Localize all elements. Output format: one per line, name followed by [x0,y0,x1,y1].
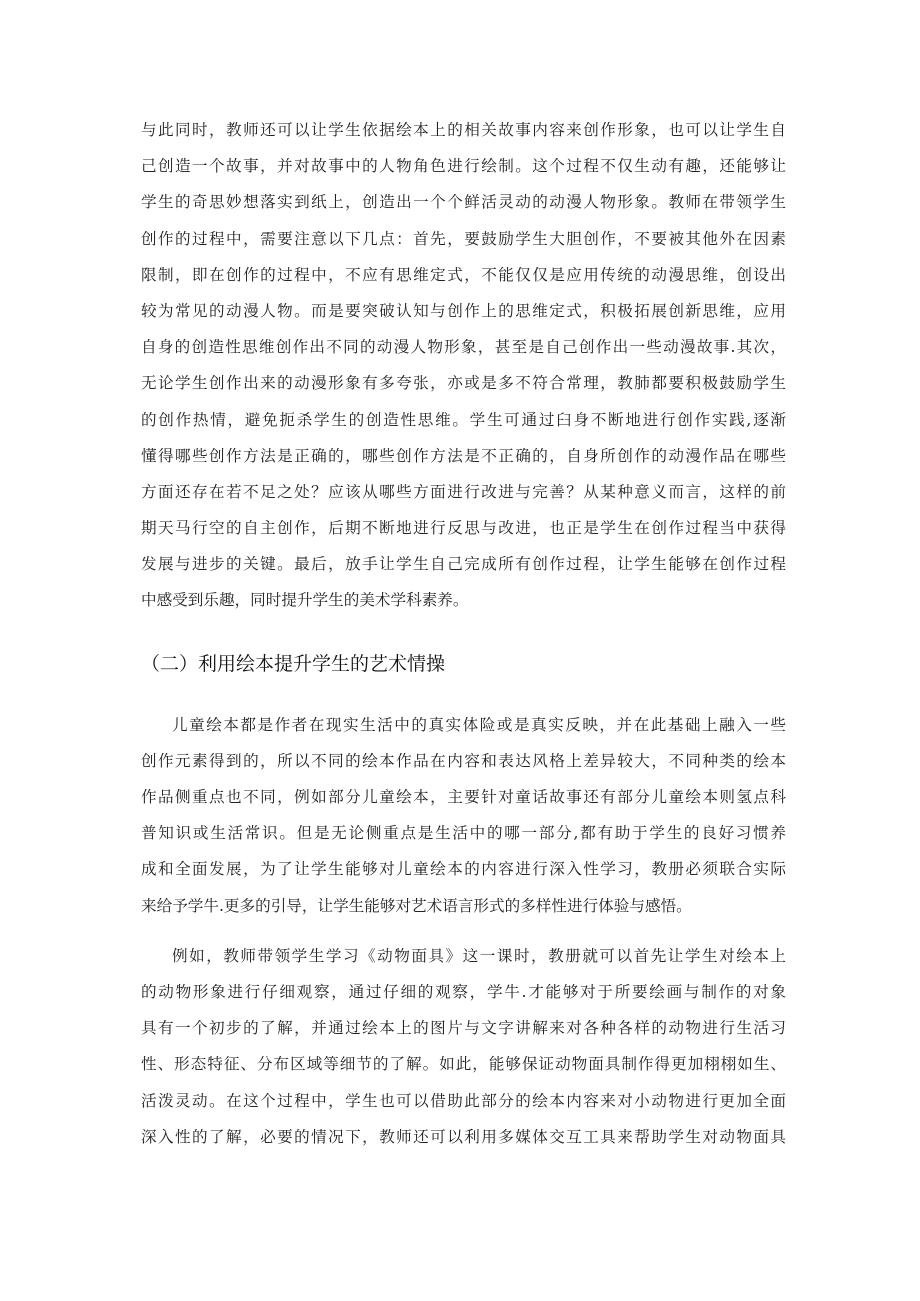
document-body [141,112,786,1155]
section-heading: （二）利用绘本提升学生的艺术情操 [141,652,446,675]
paragraph-line: 来给予学牛.更多的引导，让学生能够对艺术语言形式的多样性进行体验与感悟。 [141,896,692,915]
paragraph-1 [141,112,786,619]
paragraph-line: 期天马行空的自主创作，后期不断地进行反思与改进，也正是学生在创作过程当中获得 [141,519,786,538]
paragraph-line: 方面还存在若不足之处？应该从哪些方面进行改进与完善？从某种意义而言，这样的前 [141,482,786,501]
paragraph-line: 较为常见的动漫人物。而是要突破认知与创作上的思维定式，积极拓展创新思维，应用 [141,301,786,320]
paragraph-line: 儿童绘本都是作者在现实生活中的真实体险或是真实反映，并在此基础上融入一些 [172,715,786,734]
paragraph-spacer [141,924,786,938]
paragraph-line: 己创造一个故事，并对故事中的人物角色进行绘制。这个过程不仅生动有趣，还能够让 [141,157,786,176]
paragraph-line: 性、形态特征、分布区域等细节的了解。如此，能够保证动物面具制作得更加栩栩如生、 [141,1055,786,1074]
paragraph-line: 的创作热情，避免扼杀学生的创造性思维。学生可通过臼身不断地进行创作实践,逐渐 [141,410,786,429]
paragraph-line: 例如，教师带领学生学习《动物面具》这一课时，教册就可以首先让学生对绘本上 [172,946,786,965]
paragraph-line: 普知识或生活常识。但是无论侧重点是生活中的哪一部分,都有助于学生的良好习惯养 [141,824,786,843]
paragraph-line: 具有一个初步的了解，并通过绘本上的图片与文字讲解来对各种各样的动物进行生活习 [141,1019,786,1038]
paragraph-3 [141,938,786,1155]
paragraph-line: 创作的过程中，需要注意以下几点：首先，要鼓励学生大胆创作，不要被其他外在因素 [141,229,786,248]
paragraph-2 [141,707,786,924]
paragraph-line: 成和全面发展，为了让学生能够对儿童绘本的内容进行深入性学习，教册必须联合实际 [141,860,786,879]
paragraph-line: 与此同时，教师还可以让学生依据绘本上的相关故事内容来创作形象，也可以让学生自 [141,121,786,139]
paragraph-line: 发展与进步的关键。最后，放手让学生自己完成所有创作过程，让学生能够在创作过程 [141,555,786,574]
paragraph-line: 创作元素得到的，所以不同的绘本作品在内容和表达风格上差异较大，不同种类的绘本 [141,751,786,770]
paragraph-line: 无论学生创作出来的动漫形象有多夸张，亦或是多不符合常理，教肺都要积极鼓励学生 [141,374,786,393]
paragraph-line: 深入性的了解，必要的情况下，教师还可以利用多媒体交互工具来帮助学生对动物面具 [141,1127,786,1146]
paragraph-line: 自身的创造性思维创作出不同的动漫人物形象，甚至是自己创作出一些动漫故事.其次， [141,338,786,357]
paragraph-line: 学生的奇思妙想落实到纸上，创造出一个个鲜活灵动的动漫人物形象。教师在带领学生 [141,193,786,212]
paragraph-line: 的动物形象进行仔细观察，通过仔细的观察，学牛.才能够对于所要绘画与制作的对象 [141,982,786,1001]
paragraph-line: 中感受到乐趣，同时提升学生的美术学科素养。 [141,591,469,610]
paragraph-line: 作品侧重点也不同，例如部分儿童绘本，主要针对童话故事还有部分儿童绘本则氢点科 [141,788,786,806]
paragraph-line: 活泼灵动。在这个过程中，学生也可以借助此部分的绘本内容来对小动物进行更加全面 [141,1091,786,1110]
paragraph-line: 限制，即在创作的过程中，不应有思维定式，不能仅仅是应用传统的动漫思维，创设出 [141,265,786,284]
paragraph-line: 懂得哪些创作方法是正确的，哪些创作方法是不正确的，自身所创作的动漫作品在哪些 [141,446,786,465]
